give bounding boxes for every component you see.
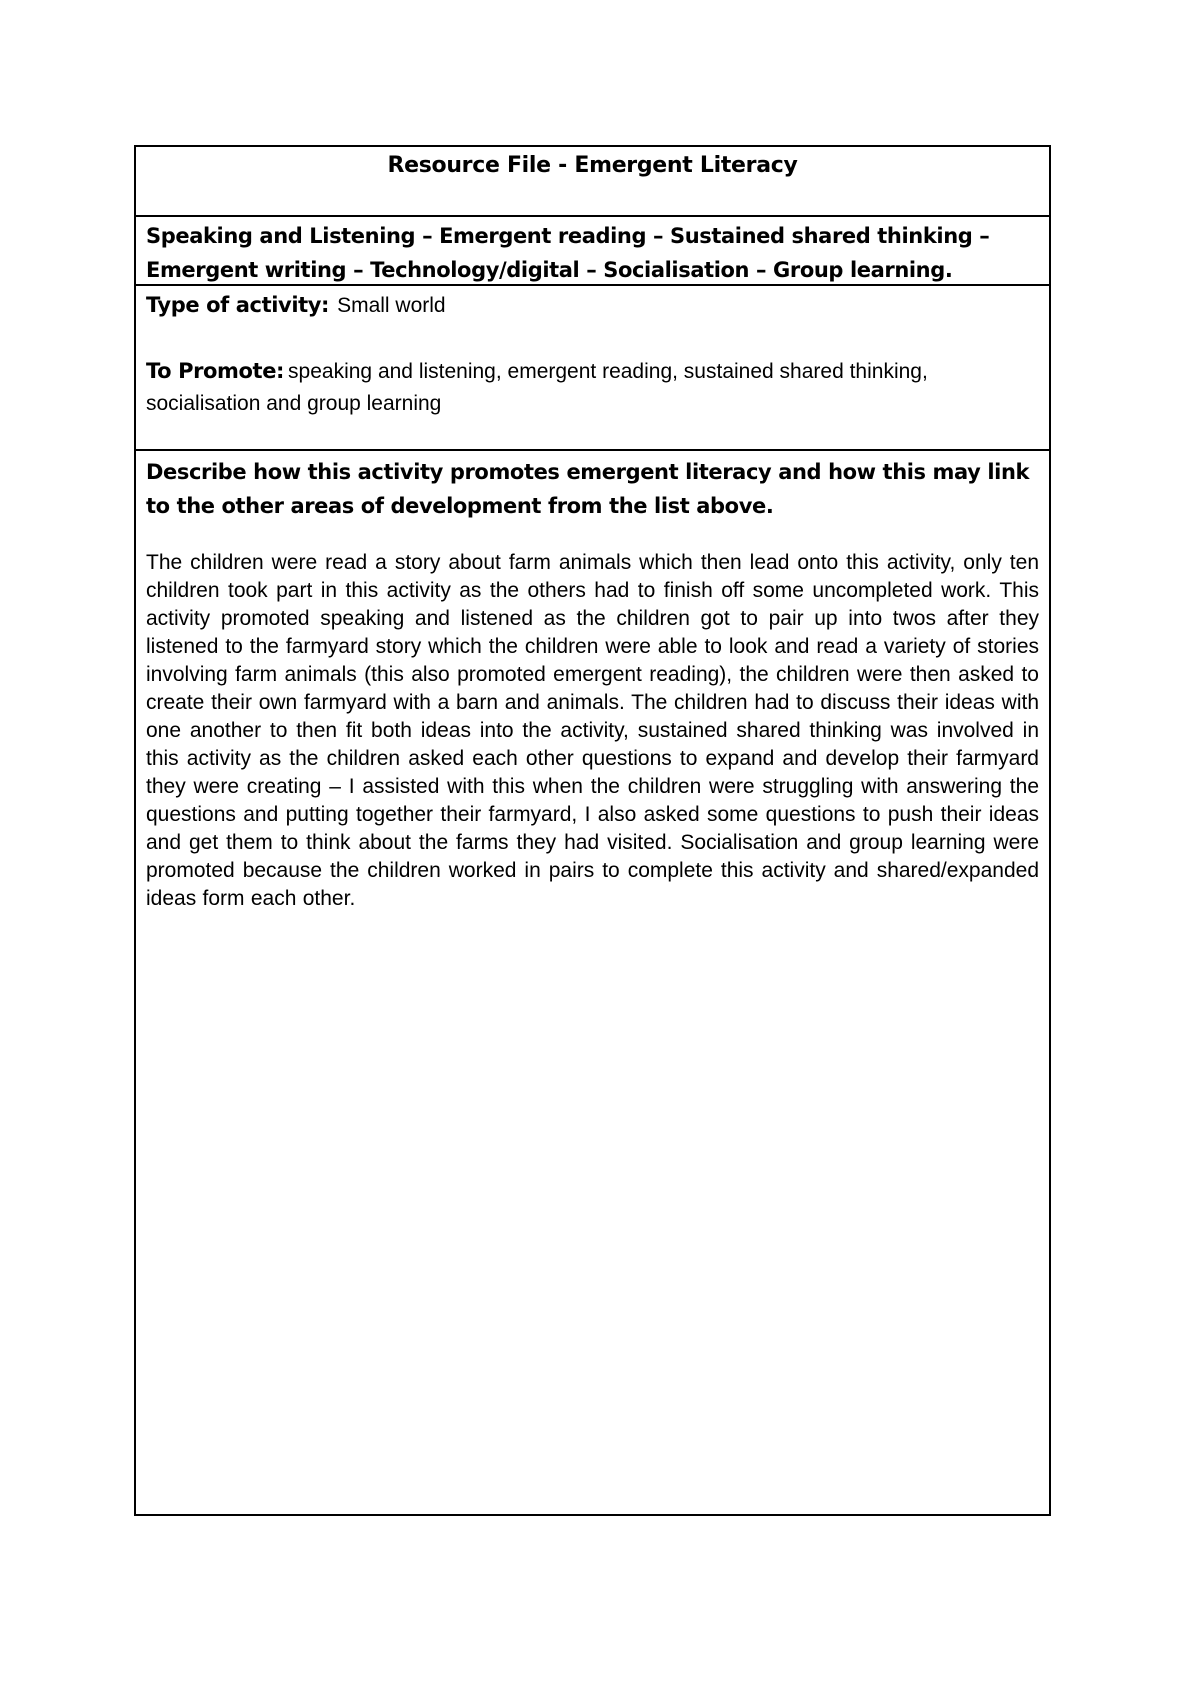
description-body: The children were read a story about farm animals which then lead onto this activity, only ten children took part in this activity as the others had to finish off some uncompleted work. This activity promoted speaking and listened as the children got to pair up into twos after they listened to the farmyard story which the children were able to look and read a variety of stories involving farm animals (this also promoted emergent reading), the children were then asked to create their own farmyard with a barn and animals. The children had to discuss their ideas with one another to then fit both ideas into the activity, sustained shared thinking was involved in this activity as the children asked each other questions to expand and develop their farmyard they were creating – I assisted with this when the children were struggling with answering the questions and putting together their farmyard, I also asked some questions to push their ideas and get them to think about the farms they had visited. Socialisation and group learning were promoted because the children worked in pairs to complete this activity and shared/expanded ideas form each other. [146, 551, 1039, 910]
promote-line [146, 356, 1039, 421]
description-heading: Describe how this activity promotes emergent literacy and how this may link to the other areas of development from the list above. [146, 460, 1030, 518]
title-row [136, 147, 1049, 217]
development-areas-list: Speaking and Listening – Emergent reading – Sustained shared thinking – Emergent writing – Technology/digital – Socialisation – Group learning. [146, 224, 990, 282]
promote-label: To Promote: [146, 359, 285, 383]
resource-file-table [134, 145, 1051, 1516]
development-areas-row [136, 217, 1049, 286]
activity-type-value: Small world [337, 294, 446, 317]
activity-type-line [146, 288, 1039, 325]
description-row [136, 451, 1049, 1514]
promote-value: speaking and listening, emergent reading, sustained shared thinking, socialisation and group learning [146, 360, 928, 415]
activity-type-label: Type of activity: [146, 293, 330, 317]
activity-type-row [136, 286, 1049, 451]
document-title: Resource File - Emergent Literacy [387, 153, 798, 178]
